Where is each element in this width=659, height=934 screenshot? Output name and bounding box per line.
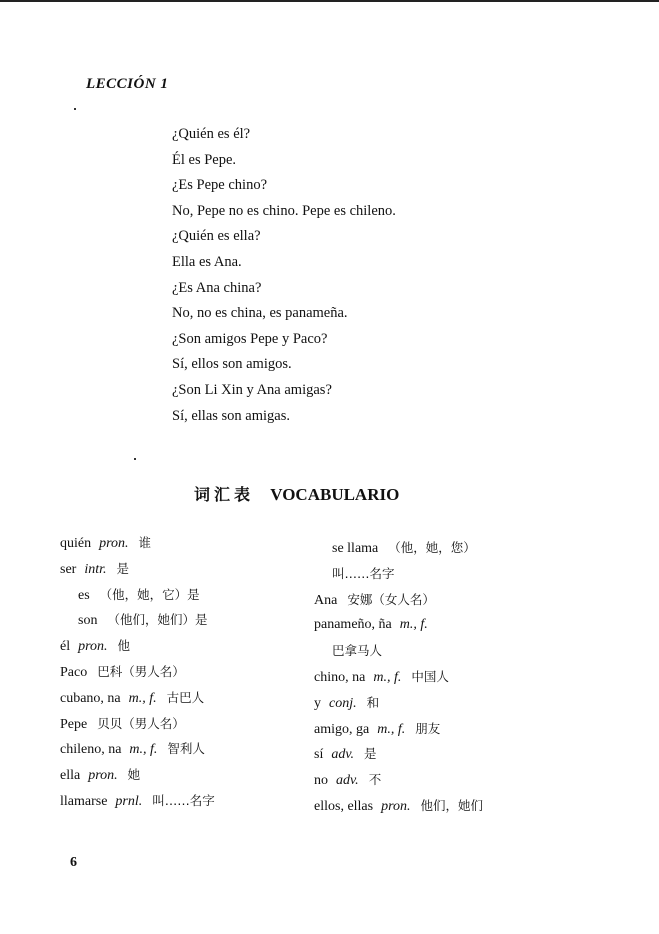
vocab-entry [314,767,483,793]
dialogue-line: No, no es china, es panameña. [172,305,348,322]
vocab-word: ellos, ellas [314,798,374,814]
vocab-chinese-definition: 叫……名字 [152,792,215,808]
vocab-chinese-definition: 朋友 [415,720,441,736]
vocab-chinese-definition: 巴科（男人名） [97,663,185,679]
vocab-word: son [78,613,98,629]
vocab-word: llamarse [60,793,108,809]
vocabulary-column-left [60,530,215,814]
vocab-chinese-definition: 不 [368,772,382,788]
lesson-heading: LECCIÓN 1 [86,76,169,92]
vocab-entry [60,788,215,814]
vocab-entry [314,535,483,561]
vocab-part-of-speech: m., f. [128,690,157,706]
vocab-entry [60,762,215,788]
vocab-entry [314,664,483,690]
vocab-entry [60,607,215,633]
vocab-word: ella [60,768,81,784]
vocab-chinese-definition: 古巴人 [166,689,205,705]
vocab-chinese-definition: 智利人 [167,741,205,757]
vocab-entry [314,561,483,587]
vocab-entry [314,716,483,742]
vocab-word: quién [60,536,92,551]
vocab-word: chileno, na [60,742,122,758]
vocab-entry [60,556,215,582]
dialogue-line: Él es Pepe. [172,151,237,168]
vocab-word: chino, na [314,669,366,685]
dialogue-line: Ella es Ana. [172,253,242,270]
vocab-chinese-definition: （他们，她们）是 [107,612,208,628]
vocab-chinese-definition: 是 [364,746,377,762]
vocabulary-heading [194,482,399,505]
vocab-chinese-definition: 她 [127,767,141,783]
vocab-chinese-definition: 和 [366,694,380,710]
vocab-chinese-definition: 中国人 [411,668,449,684]
vocab-entry [60,711,215,737]
vocabulary-column-right [314,535,483,819]
vocab-part-of-speech: adv. [331,747,355,763]
vocab-entry [60,659,215,685]
vocab-word: se llama [332,541,379,556]
vocab-entry [314,587,483,613]
vocab-word: y [314,695,321,711]
vocab-entry [60,685,215,711]
dialogue-line: ¿Quién es él? [172,126,251,142]
dialogue-line: ¿Es Pepe chino? [172,177,268,194]
vocab-word: Pepe [60,716,88,732]
vocab-part-of-speech: pron. [78,639,108,655]
vocab-chinese-definition: （他，她，它）是 [99,586,200,602]
vocab-part-of-speech: adv. [336,773,359,789]
vocab-entry [314,690,483,716]
vocabulary-heading-es: VOCABULARIO [270,485,400,504]
dialogue-text [172,122,396,429]
vocab-word: sí [314,747,324,763]
vocab-chinese-definition: 是 [116,560,130,576]
dialogue-line: Sí, ellas son amigas. [172,407,291,424]
vocab-part-of-speech: m., f. [377,721,406,737]
dialogue-line: ¿Son Li Xin y Ana amigas? [172,381,332,398]
vocab-part-of-speech: pron. [88,768,118,784]
vocab-chinese-definition: 叫……名字 [332,565,395,581]
vocab-word: ser [60,561,77,577]
vocab-part-of-speech: m., f. [373,669,402,685]
vocab-word: cubano, na [60,690,121,706]
vocab-chinese-definition: （他，她，您） [388,540,476,555]
vocab-part-of-speech: pron. [381,798,411,814]
vocab-entry [60,582,215,608]
vocab-entry [60,736,215,762]
vocab-chinese-definition: 他们，她们 [420,797,484,813]
dialogue-line: ¿Es Ana china? [172,279,262,296]
vocab-word: Paco [60,664,88,680]
vocab-part-of-speech: conj. [329,695,357,711]
vocab-part-of-speech: m., f. [129,742,158,758]
vocab-part-of-speech: prnl. [115,793,143,809]
vocab-entry [314,638,483,664]
vocab-chinese-definition: 他 [117,638,131,654]
vocab-chinese-definition: 巴拿马人 [332,643,383,659]
dialogue-line: Sí, ellos son amigos. [172,356,292,373]
vocab-entry [314,612,483,638]
vocab-entry [314,793,483,819]
vocab-part-of-speech: m., f. [399,617,428,633]
scan-speck [134,458,136,460]
vocabulary-heading-zh: 词汇表 [194,485,255,504]
vocab-entry [60,530,215,556]
vocab-word: no [314,773,328,789]
vocab-word: él [60,639,71,655]
page-number: 6 [70,855,77,870]
vocab-word: Ana [314,592,338,608]
vocab-chinese-definition: 贝贝（男人名） [97,715,185,731]
vocab-chinese-definition: 安娜（女人名） [347,591,435,607]
vocab-part-of-speech: intr. [84,561,107,577]
dialogue-line: ¿Son amigos Pepe y Paco? [172,330,328,347]
dialogue-line: ¿Quién es ella? [172,228,261,245]
vocab-entry [60,633,215,659]
dialogue-line: No, Pepe no es chino. Pepe es chileno. [172,202,396,219]
vocab-entry [314,741,483,767]
vocab-chinese-definition: 谁 [138,535,152,550]
vocab-word: panameño, ña [314,617,392,633]
vocab-word: es [78,587,90,603]
page-top-border [0,0,659,2]
scan-speck [74,108,76,110]
vocab-word: amigo, ga [314,721,370,737]
vocab-part-of-speech: pron. [99,536,129,551]
